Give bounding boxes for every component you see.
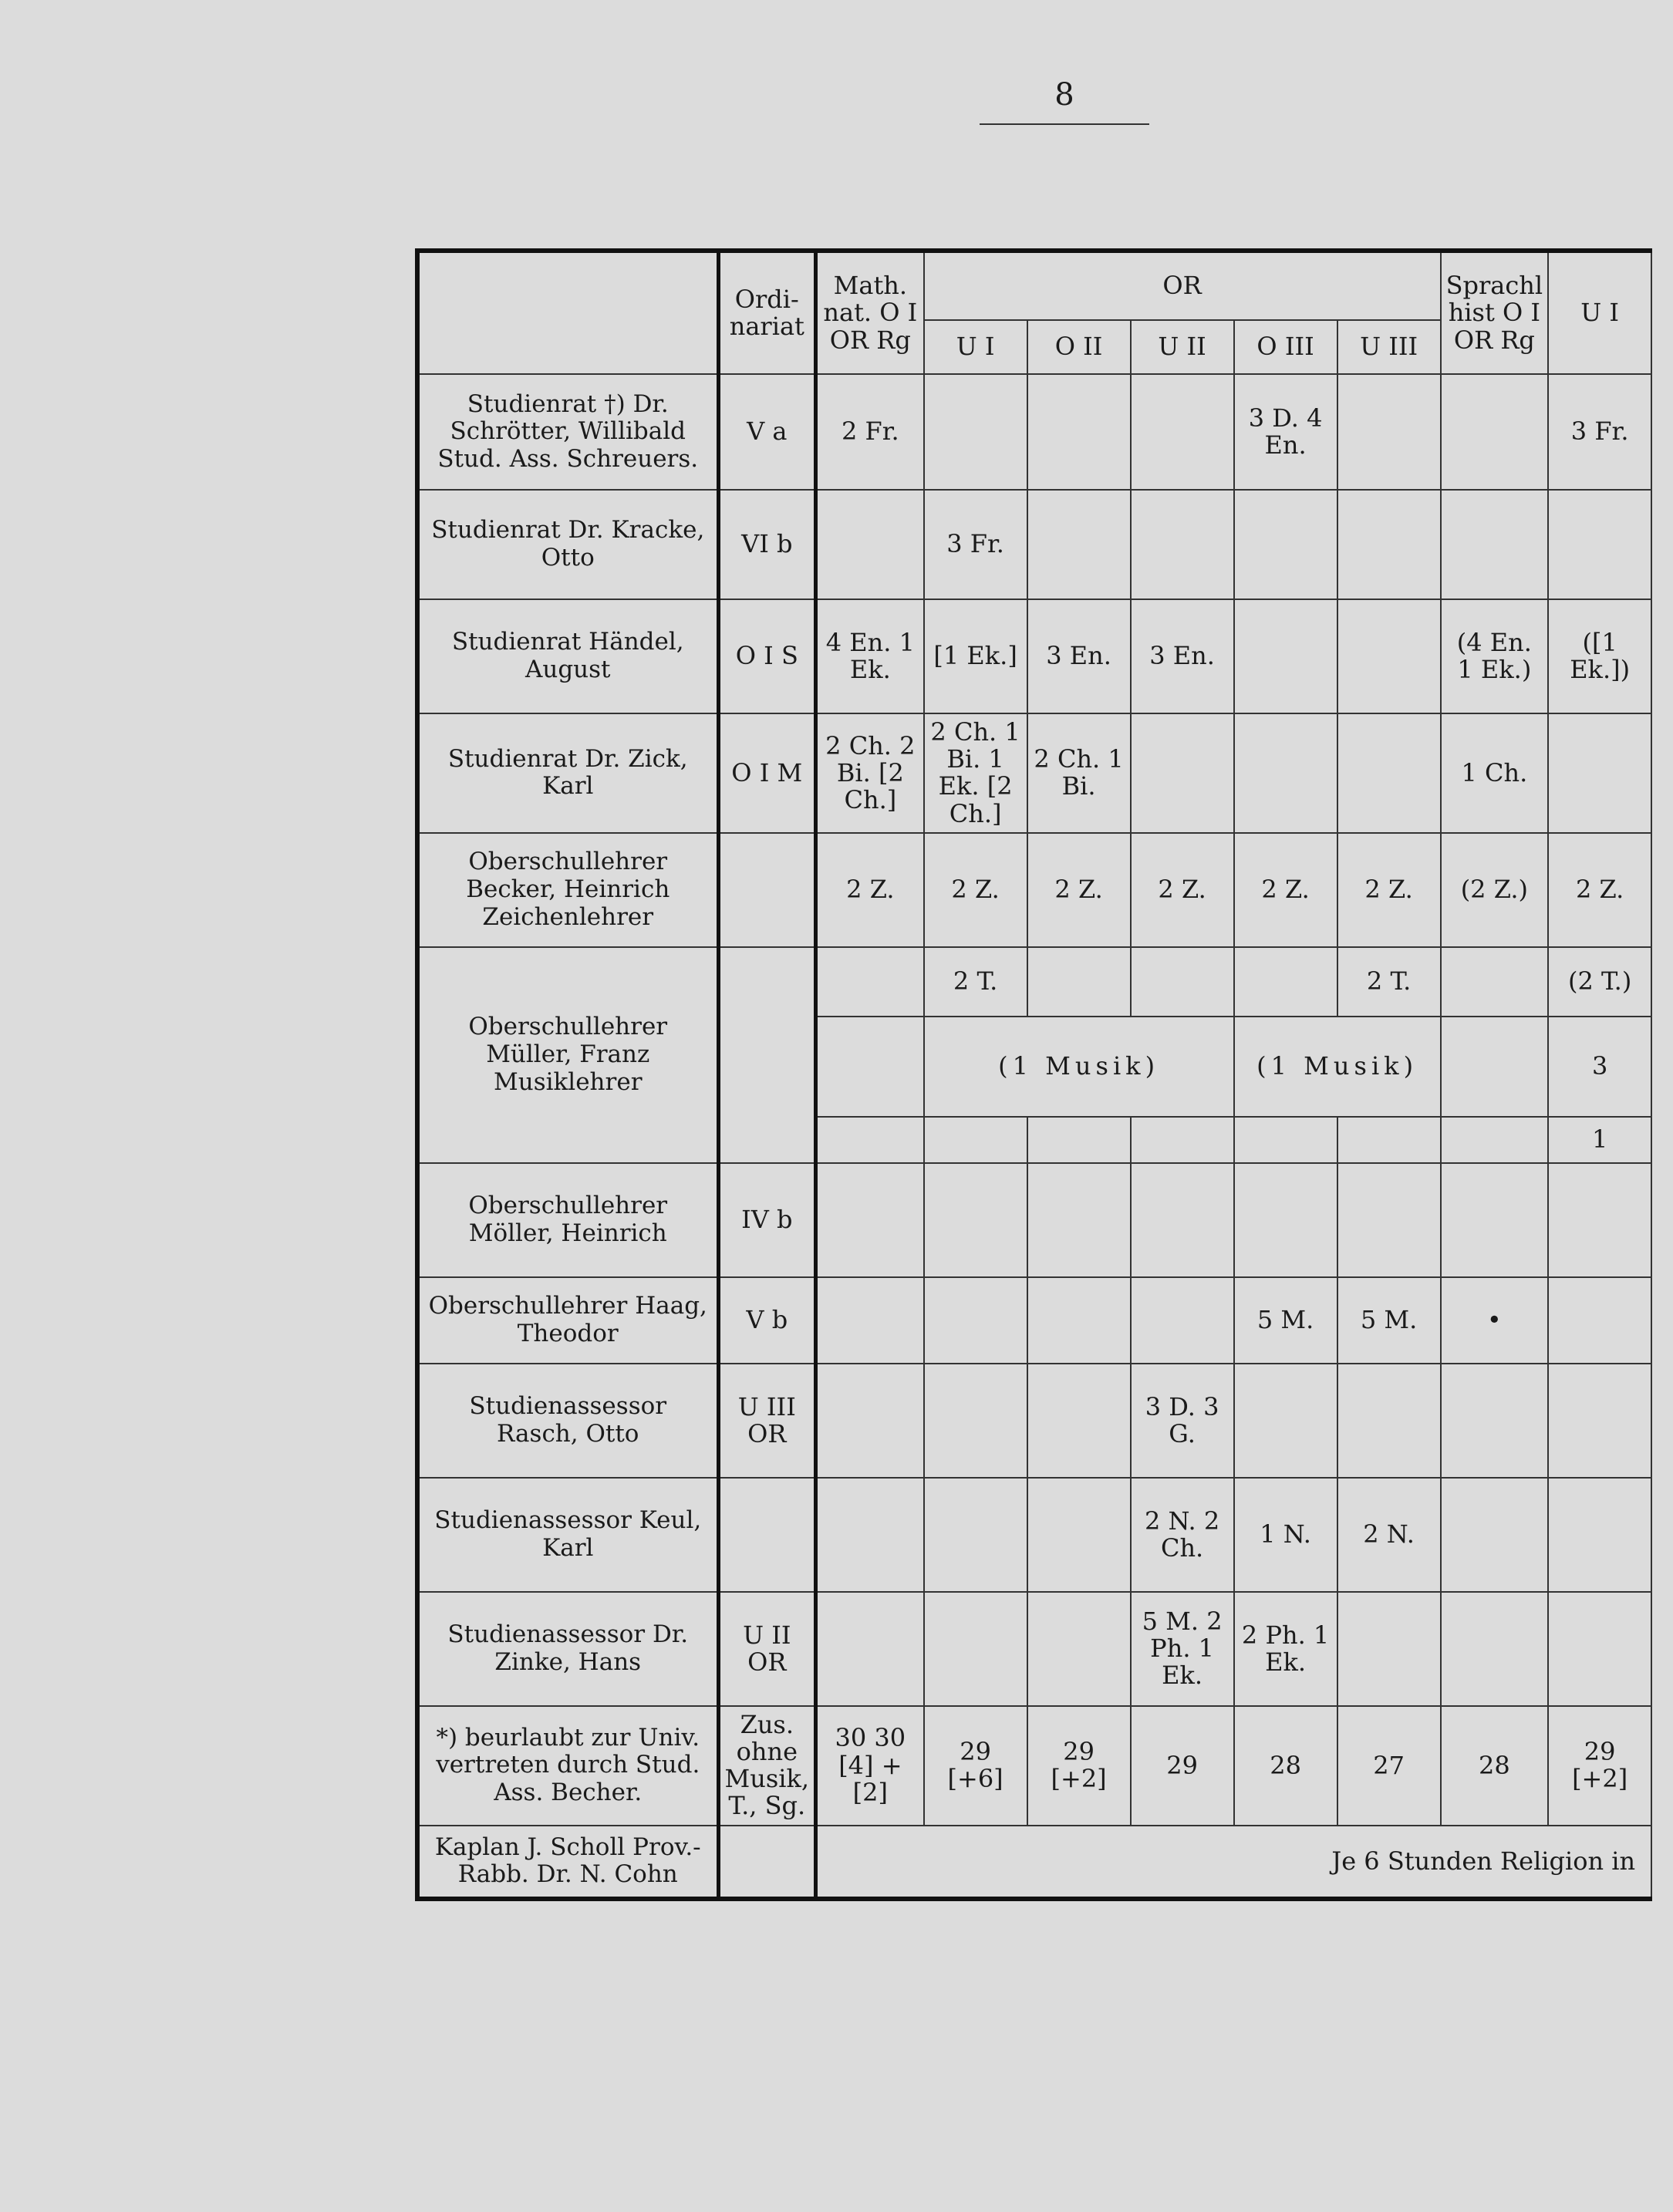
ordinariat-cell: U III OR <box>718 1364 816 1478</box>
music-cell <box>1441 1017 1549 1117</box>
lesson-cell <box>1337 1163 1441 1277</box>
lesson-cell <box>1234 599 1337 713</box>
header-row <box>417 251 1651 320</box>
lesson-cell <box>816 1478 924 1592</box>
teacher-name: Studienassessor Rasch, Otto <box>417 1364 718 1478</box>
lesson-cell: 2 Z. <box>1027 833 1131 947</box>
lesson-cell <box>1131 713 1234 833</box>
teacher-name: Studienrat Händel, August <box>417 599 718 713</box>
ordinariat-cell <box>718 1478 816 1592</box>
music-span-b: (1 Musik) <box>1234 1017 1441 1117</box>
music-cell <box>1234 947 1337 1017</box>
religion-teachers: Kaplan J. Scholl Prov.-Rabb. Dr. N. Cohn <box>417 1826 718 1899</box>
ordinariat-cell: O I S <box>718 599 816 713</box>
teacher-name: Studienrat Dr. Kracke, Otto <box>417 490 718 599</box>
lesson-cell: 3 D. 3 G. <box>1131 1364 1234 1478</box>
lesson-cell <box>1027 1478 1131 1592</box>
lesson-cell: 2 Ph. 1 Ek. <box>1234 1592 1337 1706</box>
header-or-col: O III <box>1234 320 1337 374</box>
lesson-cell <box>816 1277 924 1364</box>
lesson-cell: 2 N. 2 Ch. <box>1131 1478 1234 1592</box>
lesson-cell: 2 Fr. <box>816 374 924 490</box>
lesson-cell: 2 Ch. 2 Bi. [2 Ch.] <box>816 713 924 833</box>
lesson-cell: 2 Ch. 1 Bi. 1 Ek. [2 Ch.] <box>924 713 1027 833</box>
header-or-group: OR <box>924 251 1441 320</box>
lesson-cell <box>1548 713 1651 833</box>
lesson-cell: [1 Ek.] <box>924 599 1027 713</box>
lesson-cell <box>1548 1478 1651 1592</box>
lesson-cell <box>924 1277 1027 1364</box>
lesson-cell <box>1441 1478 1549 1592</box>
lesson-cell <box>1337 713 1441 833</box>
teacher-name: Oberschullehrer Haag, Theodor <box>417 1277 718 1364</box>
lesson-cell <box>1337 599 1441 713</box>
table-row <box>417 1592 1651 1706</box>
music-cell <box>1441 947 1549 1017</box>
header-sprach: Sprachl hist O I OR Rg <box>1441 251 1549 374</box>
teacher-name: Oberschullehrer Müller, Franz Musiklehrer <box>417 947 718 1163</box>
page-number-rule <box>980 123 1149 125</box>
header-or-col: U II <box>1131 320 1234 374</box>
music-cell: 2 T. <box>1337 947 1441 1017</box>
lesson-cell: 2 N. <box>1337 1478 1441 1592</box>
music-cell <box>1131 1117 1234 1163</box>
music-cell: (2 T.) <box>1548 947 1651 1017</box>
lesson-cell: 3 Fr. <box>924 490 1027 599</box>
lesson-cell <box>1234 1364 1337 1478</box>
page-number: 8 <box>1054 77 1074 113</box>
religion-row <box>417 1826 1651 1899</box>
ordinariat-cell <box>718 947 816 1163</box>
table-row <box>417 1277 1651 1364</box>
lesson-cell <box>924 1478 1027 1592</box>
lesson-cell <box>924 374 1027 490</box>
header-name-cell <box>417 251 718 374</box>
lesson-cell: 3 Fr. <box>1548 374 1651 490</box>
header-last-col: U I <box>1548 251 1651 374</box>
lesson-cell <box>1548 490 1651 599</box>
music-cell <box>1234 1117 1337 1163</box>
religion-text: Je 6 Stunden Religion in <box>816 1826 1652 1899</box>
lesson-cell: 5 M. 2 Ph. 1 Ek. <box>1131 1592 1234 1706</box>
teacher-name: Studienrat Dr. Zick, Karl <box>417 713 718 833</box>
lesson-cell <box>1027 1277 1131 1364</box>
table-row <box>417 374 1651 490</box>
music-cell-last: 1 <box>1548 1117 1651 1163</box>
lesson-cell <box>1027 1364 1131 1478</box>
lesson-cell <box>1441 1364 1549 1478</box>
lesson-cell <box>816 1592 924 1706</box>
lesson-cell <box>1027 490 1131 599</box>
lesson-cell: 2 Z. <box>924 833 1027 947</box>
header-or-col: U III <box>1337 320 1441 374</box>
lesson-cell <box>1131 1277 1234 1364</box>
table-row <box>417 1163 1651 1277</box>
teacher-name: Studienrat †) Dr. Schrötter, Willibald Stud. Ass. Schreuers. <box>417 374 718 490</box>
music-cell: 2 T. <box>924 947 1027 1017</box>
music-cell <box>924 1117 1027 1163</box>
lesson-cell <box>1441 1163 1549 1277</box>
footnote-text: *) beurlaubt zur Univ. vertreten durch Stud. Ass. Becher. <box>417 1706 718 1826</box>
ordinariat-cell: U II OR <box>718 1592 816 1706</box>
lesson-cell <box>1548 1163 1651 1277</box>
lesson-cell <box>1234 1163 1337 1277</box>
music-cell <box>1027 947 1131 1017</box>
lesson-cell <box>1131 374 1234 490</box>
lesson-cell <box>1441 490 1549 599</box>
lesson-cell <box>1441 1592 1549 1706</box>
music-cell <box>1337 1117 1441 1163</box>
lesson-cell <box>1027 1592 1131 1706</box>
table-row <box>417 947 1651 1017</box>
lesson-cell <box>816 1163 924 1277</box>
ordinariat-cell: O I M <box>718 713 816 833</box>
lesson-cell: ([1 Ek.]) <box>1548 599 1651 713</box>
total-cell: 28 <box>1234 1706 1337 1826</box>
lesson-cell <box>1027 1163 1131 1277</box>
lesson-cell: 5 M. <box>1337 1277 1441 1364</box>
table-row <box>417 599 1651 713</box>
teacher-name: Oberschullehrer Möller, Heinrich <box>417 1163 718 1277</box>
ordinariat-cell: V a <box>718 374 816 490</box>
total-cell: 29 <box>1131 1706 1234 1826</box>
lesson-cell <box>1441 374 1549 490</box>
lesson-cell <box>1131 490 1234 599</box>
lesson-cell <box>924 1592 1027 1706</box>
header-or-col: U I <box>924 320 1027 374</box>
music-cell <box>1027 1117 1131 1163</box>
lesson-cell: (4 En. 1 Ek.) <box>1441 599 1549 713</box>
lesson-cell <box>1337 1592 1441 1706</box>
lesson-cell: • <box>1441 1277 1549 1364</box>
music-cell <box>816 1017 924 1117</box>
schedule-table-wrapper <box>415 248 1673 1920</box>
header-or-col: O II <box>1027 320 1131 374</box>
lesson-cell <box>1234 713 1337 833</box>
music-cell-last: 3 <box>1548 1017 1651 1117</box>
music-cell <box>816 947 924 1017</box>
lesson-cell <box>1027 374 1131 490</box>
lesson-cell <box>1548 1364 1651 1478</box>
ordinariat-cell <box>718 833 816 947</box>
lesson-cell <box>924 1163 1027 1277</box>
lesson-cell: 3 En. <box>1027 599 1131 713</box>
lesson-cell <box>1337 1364 1441 1478</box>
lesson-cell <box>816 490 924 599</box>
teacher-name: Studienassessor Dr. Zinke, Hans <box>417 1592 718 1706</box>
lesson-cell: 2 Ch. 1 Bi. <box>1027 713 1131 833</box>
total-cell: 29 [+6] <box>924 1706 1027 1826</box>
totals-row <box>417 1706 1651 1826</box>
lesson-cell: 2 Z. <box>816 833 924 947</box>
lesson-cell: 2 Z. <box>1131 833 1234 947</box>
table-row <box>417 1364 1651 1478</box>
totals-label: Zus. ohne Musik, T., Sg. <box>718 1706 816 1826</box>
header-ordinariat: Ordi- nariat <box>718 251 816 374</box>
lesson-cell <box>1234 490 1337 599</box>
table-row <box>417 1478 1651 1592</box>
lesson-cell: 1 Ch. <box>1441 713 1549 833</box>
schedule-table <box>415 248 1652 1901</box>
ordinariat-cell: IV b <box>718 1163 816 1277</box>
lesson-cell: 2 Z. <box>1234 833 1337 947</box>
table-row <box>417 490 1651 599</box>
lesson-cell: 2 Z. <box>1548 833 1651 947</box>
lesson-cell: 3 D. 4 En. <box>1234 374 1337 490</box>
ordinariat-cell: V b <box>718 1277 816 1364</box>
total-cell: 28 <box>1441 1706 1549 1826</box>
teacher-name: Oberschullehrer Becker, Heinrich Zeichenlehrer <box>417 833 718 947</box>
lesson-cell <box>816 1364 924 1478</box>
total-cell: 30 30 [4] + [2] <box>816 1706 924 1826</box>
music-span-a: (1 Musik) <box>924 1017 1234 1117</box>
ordinariat-cell: VI b <box>718 490 816 599</box>
lesson-cell <box>1548 1592 1651 1706</box>
teacher-name: Studienassessor Keul, Karl <box>417 1478 718 1592</box>
lesson-cell: (2 Z.) <box>1441 833 1549 947</box>
religion-ord-cell <box>718 1826 816 1899</box>
total-cell: 27 <box>1337 1706 1441 1826</box>
table-row <box>417 713 1651 833</box>
header-math: Math. nat. O I OR Rg <box>816 251 924 374</box>
music-cell <box>816 1117 924 1163</box>
lesson-cell: 4 En. 1 Ek. <box>816 599 924 713</box>
lesson-cell: 5 M. <box>1234 1277 1337 1364</box>
table-row <box>417 833 1651 947</box>
lesson-cell <box>1337 490 1441 599</box>
total-cell: 29 [+2] <box>1027 1706 1131 1826</box>
music-cell <box>1131 947 1234 1017</box>
lesson-cell <box>1337 374 1441 490</box>
lesson-cell: 2 Z. <box>1337 833 1441 947</box>
lesson-cell: 1 N. <box>1234 1478 1337 1592</box>
total-cell: 29 [+2] <box>1548 1706 1651 1826</box>
lesson-cell <box>1548 1277 1651 1364</box>
lesson-cell: 3 En. <box>1131 599 1234 713</box>
music-cell <box>1441 1117 1549 1163</box>
lesson-cell <box>924 1364 1027 1478</box>
lesson-cell <box>1131 1163 1234 1277</box>
